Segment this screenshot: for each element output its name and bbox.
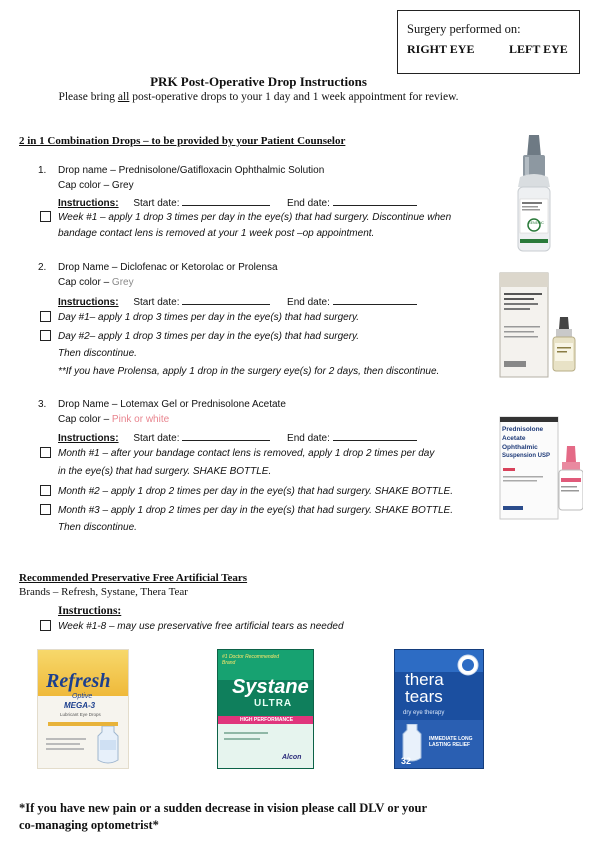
drop-1-instructions-row: [58, 198, 417, 209]
page-subtitle: [0, 91, 517, 103]
warning-line-1: *If you have new pain or a sudden decrease in vision please call DLV or your: [19, 801, 428, 815]
instructions-label: Instructions:: [58, 198, 119, 209]
start-date-field[interactable]: [182, 303, 270, 305]
end-date-field[interactable]: [333, 439, 417, 441]
drop-3-month1-line2: in the eye(s) that had surgery. SHAKE BOTTLE.: [58, 466, 272, 477]
refresh-small: Lubricant Eye Drops: [60, 712, 101, 717]
drop-2-prolensa-note: **If you have Prolensa, apply 1 drop in the surgery eye(s) for 2 days, then discontinue.: [58, 366, 440, 377]
drop-3-month3-line1: Month #3 – apply 1 drop 2 times per day in the eye(s) that had surgery. SHAKE BOTTLE.: [58, 505, 454, 516]
tears-week-line: Week #1-8 – may use preservative free artificial tears as needed: [58, 621, 344, 632]
drop-2-day1-checkbox[interactable]: [40, 311, 51, 322]
end-date-label: End date:: [287, 297, 330, 308]
drop-2-number: 2.: [38, 262, 47, 273]
thera-sub1: dry eye therapy: [403, 710, 445, 716]
systane-sub1: ULTRA: [254, 698, 293, 709]
instructions-label: Instructions:: [58, 297, 119, 308]
surgery-performed-label: Surgery performed on:: [407, 22, 521, 36]
thera-brand-2: tears: [405, 687, 443, 706]
systane-top-text: #1 Doctor Recommended Brand: [222, 654, 279, 666]
drop-3-month2-checkbox[interactable]: [40, 485, 51, 496]
drop-2-cap-color: [58, 277, 134, 288]
start-date-field[interactable]: [182, 439, 270, 441]
drop-1-week1-checkbox[interactable]: [40, 211, 51, 222]
cap-color-value: Grey: [111, 277, 134, 288]
systane-product-image: [217, 649, 314, 769]
refresh-brand: Refresh: [46, 670, 111, 692]
subtitle-pre: Please bring: [58, 91, 118, 103]
drop-2-day2-line1: Day #2– apply 1 drop 3 times per day in the eye(s) that had surgery.: [58, 331, 360, 342]
drop-3-month1-checkbox[interactable]: [40, 447, 51, 458]
drop-2-day2-line2: Then discontinue.: [58, 348, 137, 359]
drop-2-day2-checkbox[interactable]: [40, 330, 51, 341]
start-date-label: Start date:: [133, 297, 180, 308]
tears-instructions-label: Instructions:: [58, 605, 122, 617]
thera-tears-product-image: [394, 649, 484, 769]
section-combination-drops-heading: 2 in 1 Combination Drops – to be provided by your Patient Counselor: [19, 135, 346, 147]
end-date-label: End date:: [287, 433, 330, 444]
drop-1-cap-color: [58, 180, 134, 191]
start-date-field[interactable]: [182, 204, 270, 206]
cap-color-label: Cap color –: [58, 277, 112, 288]
drop-3-cap-color: [58, 414, 169, 425]
box-3-line1: Prednisolone: [502, 426, 544, 433]
warning-line-2: co-managing optometrist*: [19, 818, 159, 832]
drop-3-month2-line: Month #2 – apply 1 drop 2 times per day in the eye(s) that had surgery. SHAKE BOTTLE.: [58, 486, 454, 497]
drop-2-name: Drop Name – Diclofenac or Ketorolac or Prolensa: [58, 262, 278, 273]
artificial-tears-heading: Recommended Preservative Free Artificial Tears: [19, 572, 248, 584]
refresh-sub1: Optive: [72, 693, 93, 700]
box-3-line4: Suspension USP: [502, 453, 551, 459]
drop-3-name: Drop Name – Lotemax Gel or Prednisolone Acetate: [58, 399, 286, 410]
drop-3-month1-line1: Month #1 – after your bandage contact lens is removed, apply 1 drop 2 times per day: [58, 448, 435, 459]
thera-sub2: IMMEDIATE LONG LASTING RELIEF: [429, 736, 473, 748]
cap-color-value: Pink or white: [111, 414, 170, 425]
start-date-label: Start date:: [133, 198, 180, 209]
subtitle-emphasis: all: [117, 91, 130, 103]
systane-badge: HIGH PERFORMANCE: [240, 717, 294, 723]
drop-1-week1-line2: bandage contact lens is removed at your 1 week post –op appointment.: [58, 228, 375, 239]
refresh-sub2: MEGA-3: [64, 701, 96, 710]
end-date-label: End date:: [287, 198, 330, 209]
drop-2-instructions-row: [58, 297, 417, 308]
start-date-label: Start date:: [133, 433, 180, 444]
end-date-field[interactable]: [333, 204, 417, 206]
prednisolone-acetate-box-and-bottle-image: [499, 416, 583, 520]
thera-brand-1: thera: [405, 670, 444, 689]
systane-maker: Alcon: [282, 754, 302, 761]
cap-color-value: Grey: [111, 180, 134, 191]
drop-3-instructions-row: [58, 433, 417, 444]
drop-1-name: Drop name – Prednisolone/Gatifloxacin Ophthalmic Solution: [58, 165, 325, 176]
left-eye-option[interactable]: LEFT EYE: [509, 42, 568, 56]
systane-brand: Systane: [232, 676, 309, 698]
drop-1-week1-line1: Week #1 – apply 1 drop 3 times per day in the eye(s) that had surgery. Discontinue when: [58, 212, 452, 223]
right-eye-option[interactable]: RIGHT EYE: [407, 42, 475, 56]
diclofenac-box-and-bottle-image: [498, 271, 580, 379]
prednisolone-gatifloxacin-bottle-image: [514, 135, 554, 253]
cap-color-label: Cap color –: [58, 414, 112, 425]
box-3-line2: Acetate: [502, 435, 526, 442]
drop-3-month3-checkbox[interactable]: [40, 504, 51, 515]
page-title: PRK Post-Operative Drop Instructions: [150, 74, 367, 89]
artificial-tears-brands: Brands – Refresh, Systane, Thera Tear: [19, 586, 188, 598]
drop-3-number: 3.: [38, 399, 47, 410]
tears-week-checkbox[interactable]: [40, 620, 51, 631]
surgery-performed-box: [397, 10, 580, 74]
subtitle-post: post-operative drops to your 1 day and 1 week appointment for review.: [129, 91, 459, 103]
instructions-label: Instructions:: [58, 433, 119, 444]
drop-3-month3-line2: Then discontinue.: [58, 522, 137, 533]
drop-1-number: 1.: [38, 165, 47, 176]
cap-color-label: Cap color –: [58, 180, 112, 191]
box-3-line3: Ophthalmic: [502, 444, 538, 451]
end-date-field[interactable]: [333, 303, 417, 305]
drop-2-day1-line: Day #1– apply 1 drop 3 times per day in the eye(s) that had surgery.: [58, 312, 360, 323]
bottle-1-label: GENERIC: [528, 221, 544, 225]
refresh-product-image: [37, 649, 129, 769]
thera-count: 32: [401, 756, 412, 766]
